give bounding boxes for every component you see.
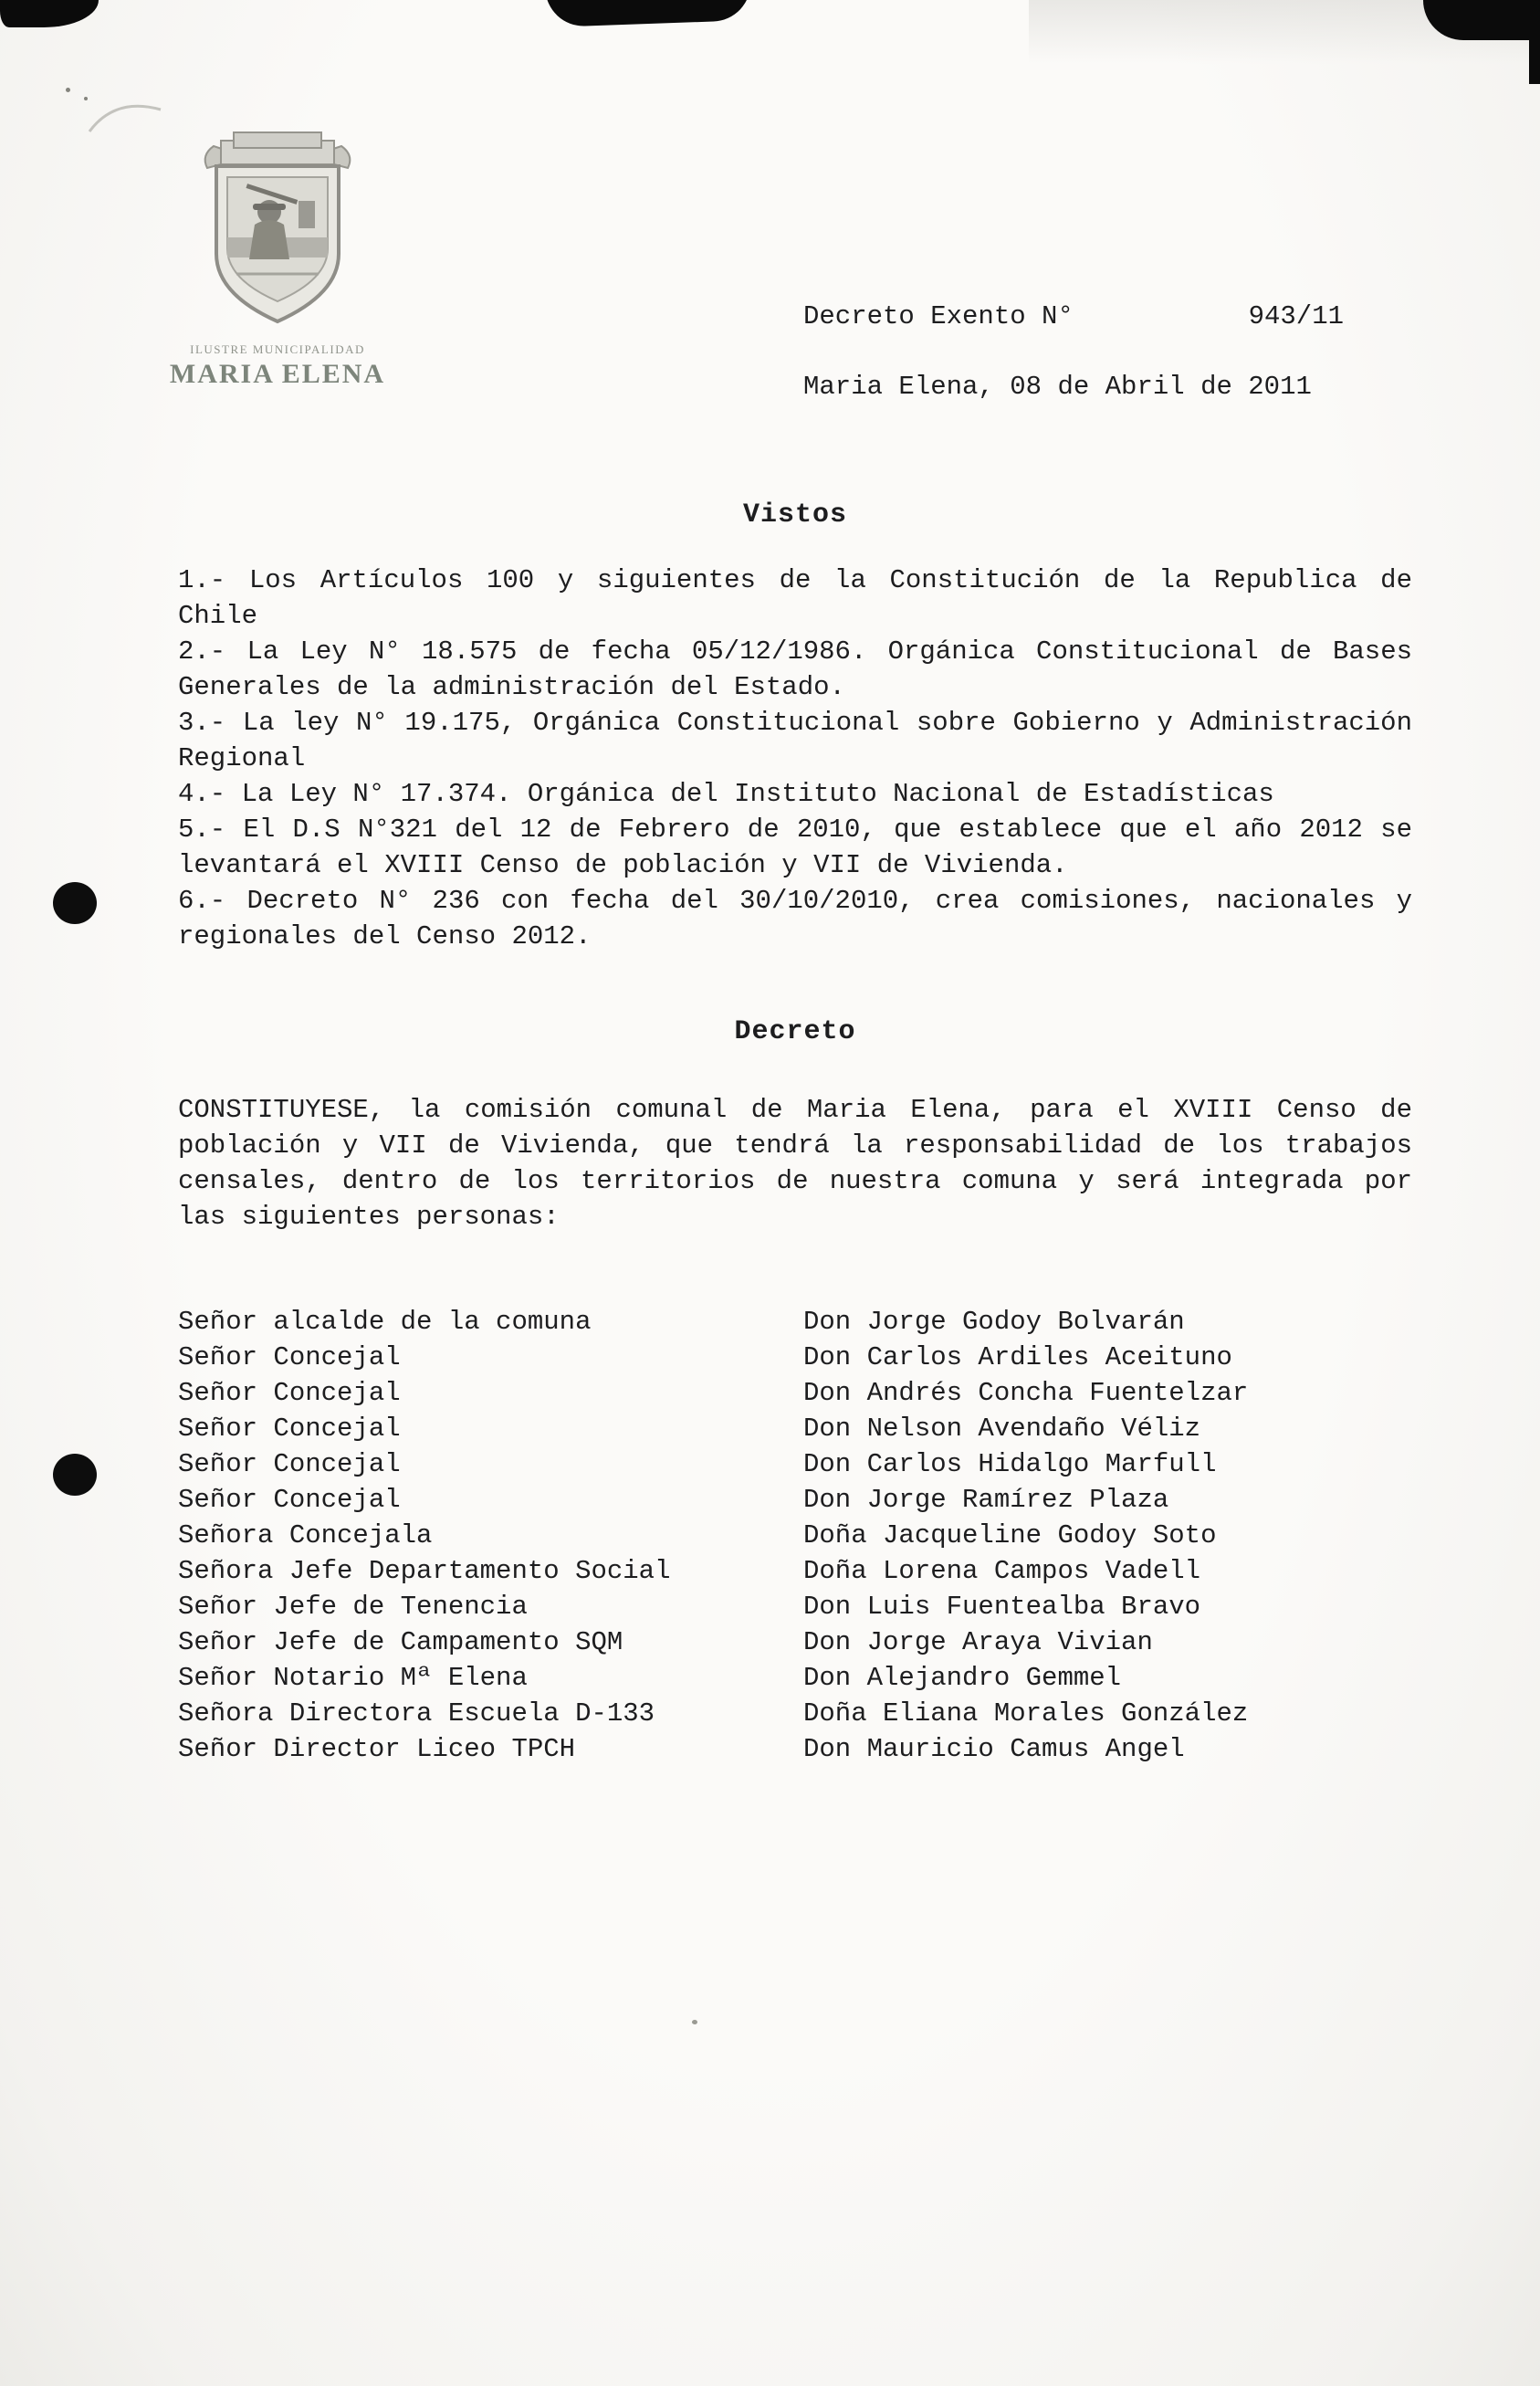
commission-role: Señor Jefe de Tenencia: [178, 1592, 528, 1622]
commission-role: Señora Directora Escuela D-133: [178, 1698, 655, 1729]
document-body: [178, 498, 1412, 1767]
commission-role: Señora Jefe Departamento Social: [178, 1556, 671, 1586]
commission-row: [178, 1340, 1412, 1375]
vistos-item-4: 4.- La Ley N° 17.374. Orgánica del Instituto Nacional de Estadísticas: [178, 779, 1274, 809]
decree-number: 943/11: [1248, 301, 1344, 331]
commission-row: [178, 1696, 1412, 1731]
crest-caption-name: MARIA ELENA: [169, 359, 386, 389]
municipal-crest: [161, 128, 394, 390]
commission-name: Don Jorge Ramírez Plaza: [803, 1485, 1169, 1515]
vistos-item-2: 2.- La Ley N° 18.575 de fecha 05/12/1986. Orgánica Constitucional de Bases Generales de la administración del Estado.: [178, 636, 1412, 702]
commission-name: Don Mauricio Camus Angel: [803, 1734, 1185, 1764]
commission-role: Señor alcalde de la comuna: [178, 1307, 592, 1337]
decreto-body-paragraph: CONSTITUYESE, la comisión comunal de Maria Elena, para el XVIII Censo de población y VII de Vivienda, que tendrá la responsabilidad de los trabajos censales, dentro de los territorios de nuestra comuna y será integrada por las siguientes personas:: [178, 1095, 1412, 1232]
commission-row: [178, 1589, 1412, 1624]
commission-name: Don Luis Fuentealba Bravo: [803, 1592, 1201, 1622]
commission-role: Señor Notario Mª Elena: [178, 1663, 528, 1693]
vistos-item-3: 3.- La ley N° 19.175, Orgánica Constitucional sobre Gobierno y Administración Regional: [178, 708, 1412, 773]
commission-role: Señor Jefe de Campamento SQM: [178, 1627, 623, 1657]
pencil-mark: [84, 91, 166, 139]
crest-caption-small: ILUSTRE MUNICIPALIDAD: [190, 342, 365, 356]
vistos-item-1: 1.- Los Artículos 100 y siguientes de la Constitución de la Republica de Chile: [178, 565, 1412, 631]
vistos-item-5: 5.- El D.S N°321 del 12 de Febrero de 2010, que establece que el año 2012 se levantará el XVIII Censo de población y VII de Vivienda.: [178, 815, 1412, 880]
commission-role: Señor Concejal: [178, 1414, 401, 1444]
scan-artifact-top-left: [0, 0, 99, 27]
scan-speck: [66, 88, 70, 92]
commission-row: [178, 1660, 1412, 1696]
commission-role: Señor Director Liceo TPCH: [178, 1734, 576, 1764]
scan-speck: [692, 2020, 697, 2024]
decreto-heading: Decreto: [734, 1016, 856, 1047]
scan-artifact-top-center: [545, 0, 751, 27]
commission-role: Señor Concejal: [178, 1342, 401, 1372]
commission-name: Don Nelson Avendaño Véliz: [803, 1414, 1201, 1444]
commission-row: [178, 1375, 1412, 1411]
decree-dateline: Maria Elena, 08 de Abril de 2011: [803, 372, 1312, 402]
commission-name: Doña Lorena Campos Vadell: [803, 1556, 1201, 1586]
commission-role: Señor Concejal: [178, 1485, 401, 1515]
commission-name: Don Carlos Hidalgo Marfull: [803, 1449, 1217, 1479]
commission-row: [178, 1304, 1412, 1340]
commission-name: Doña Eliana Morales González: [803, 1698, 1249, 1729]
commission-name: Doña Jacqueline Godoy Soto: [803, 1520, 1217, 1550]
vistos-heading: Vistos: [742, 499, 848, 531]
commission-row: [178, 1553, 1412, 1589]
commission-name: Don Andrés Concha Fuentelzar: [803, 1378, 1249, 1408]
commission-name: Don Jorge Araya Vivian: [803, 1627, 1153, 1657]
crest-icon: [181, 128, 374, 331]
commission-role: Señora Concejala: [178, 1520, 433, 1550]
commission-row: [178, 1411, 1412, 1446]
commission-role: Señor Concejal: [178, 1378, 401, 1408]
vistos-item-6: 6.- Decreto N° 236 con fecha del 30/10/2010, crea comisiones, nacionales y regionales del Censo 2012.: [178, 886, 1412, 951]
commission-row: [178, 1731, 1412, 1767]
commission-name: Don Jorge Godoy Bolvarán: [803, 1307, 1185, 1337]
commission-row: [178, 1518, 1412, 1553]
hole-punch-mark: [53, 882, 97, 924]
decree-header: [803, 301, 1344, 402]
scan-artifact-right-edge: [1529, 0, 1540, 84]
commission-row: [178, 1624, 1412, 1660]
commission-role: Señor Concejal: [178, 1449, 401, 1479]
commission-row: [178, 1446, 1412, 1482]
decree-label: Decreto Exento N°: [803, 301, 1074, 331]
commission-name: Don Carlos Ardiles Aceituno: [803, 1342, 1232, 1372]
commission-row: [178, 1482, 1412, 1518]
decree-number-line: [803, 301, 1344, 331]
commission-table: [178, 1304, 1412, 1767]
commission-name: Don Alejandro Gemmel: [803, 1663, 1122, 1693]
hole-punch-mark: [53, 1454, 97, 1496]
